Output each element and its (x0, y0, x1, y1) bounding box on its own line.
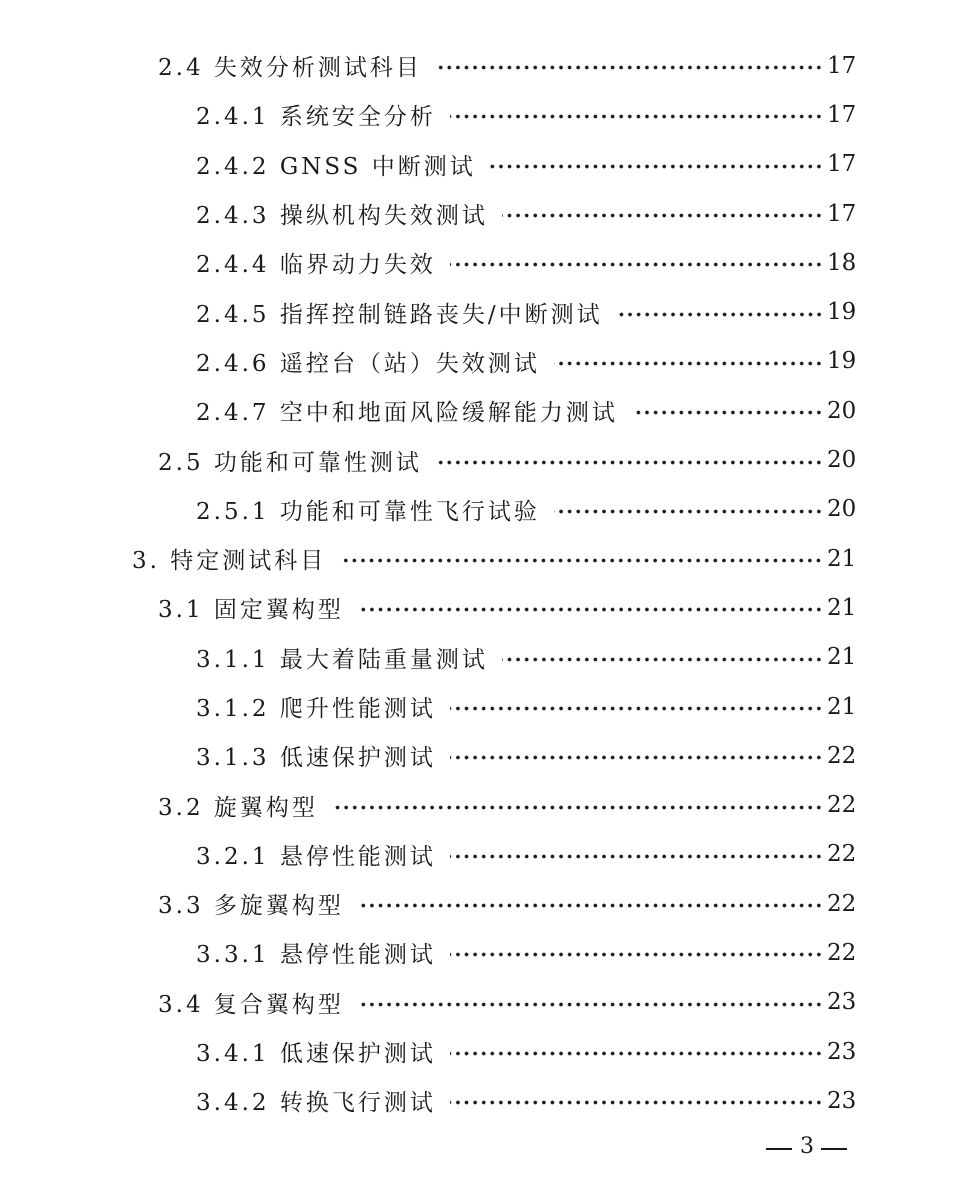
toc-entry[interactable] (0, 189, 974, 238)
toc-entry[interactable] (0, 928, 974, 977)
dot-leader (358, 903, 823, 908)
toc-entry[interactable] (0, 287, 974, 336)
toc-entry-page-number: 21 (827, 693, 857, 720)
toc-entry[interactable] (0, 830, 974, 879)
toc-entry-title: 2.4.5 指挥控制链路丧失/中断测试 (196, 301, 603, 328)
dot-leader (332, 805, 823, 810)
toc-entry-page-number: 18 (827, 249, 857, 276)
toc-entry-page-number: 20 (827, 447, 857, 474)
toc-entry[interactable] (0, 41, 974, 90)
toc-entry-title: 3.4.1 低速保护测试 (196, 1041, 436, 1068)
toc-entry-title: 2.4.3 操纵机构失效测试 (196, 203, 488, 230)
page-number: 3 (800, 1134, 814, 1159)
dot-leader (358, 607, 823, 612)
toc-entry-page-number: 19 (827, 348, 857, 375)
dot-leader (450, 706, 823, 711)
toc-entry[interactable] (0, 583, 974, 632)
toc-entry-title: 3.3.1 悬停性能测试 (196, 942, 436, 969)
toc-entry[interactable] (0, 140, 974, 189)
toc-entry[interactable] (0, 682, 974, 731)
dot-leader (502, 657, 823, 662)
toc-entry-title: 3.2 旋翼构型 (158, 794, 318, 821)
page-footer (0, 1133, 974, 1163)
toc-entry-page-number: 21 (827, 545, 857, 572)
table-of-contents (0, 41, 974, 1126)
toc-entry-page-number: 17 (827, 52, 857, 79)
toc-entry[interactable] (0, 1076, 974, 1125)
toc-entry-title: 2.4 失效分析测试科目 (158, 55, 422, 82)
toc-entry-page-number: 23 (827, 1087, 857, 1114)
toc-entry-page-number: 22 (827, 841, 857, 868)
toc-entry[interactable] (0, 633, 974, 682)
dot-leader (436, 460, 823, 465)
toc-entry-page-number: 20 (827, 496, 857, 523)
dot-leader (450, 114, 823, 119)
toc-entry-title: 3.1.1 最大着陆重量测试 (196, 646, 488, 673)
toc-entry-page-number: 22 (827, 939, 857, 966)
dot-leader (436, 65, 823, 70)
toc-entry-page-number: 23 (827, 1038, 857, 1065)
dot-leader (450, 1051, 823, 1056)
toc-entry-title: 3.3 多旋翼构型 (158, 893, 344, 920)
toc-entry[interactable] (0, 879, 974, 928)
toc-entry[interactable] (0, 386, 974, 435)
dot-leader (554, 509, 823, 514)
dot-leader (450, 755, 823, 760)
dot-leader (450, 952, 823, 957)
toc-entry-title: 2.5 功能和可靠性测试 (158, 449, 422, 476)
toc-entry[interactable] (0, 238, 974, 287)
toc-entry-title: 3.2.1 悬停性能测试 (196, 843, 436, 870)
toc-entry-title: 2.4.4 临界动力失效 (196, 252, 436, 279)
toc-entry-page-number: 21 (827, 644, 857, 671)
toc-entry[interactable] (0, 978, 974, 1027)
toc-entry[interactable] (0, 337, 974, 386)
toc-entry-title: 2.5.1 功能和可靠性飞行试验 (196, 498, 540, 525)
dot-leader (340, 558, 823, 563)
dot-leader (450, 854, 823, 859)
dot-leader (632, 410, 823, 415)
toc-entry[interactable] (0, 485, 974, 534)
toc-entry[interactable] (0, 90, 974, 139)
toc-entry-title: 2.4.2 GNSS 中断测试 (196, 153, 476, 180)
toc-entry-page-number: 21 (827, 594, 857, 621)
dot-leader (450, 1100, 823, 1105)
dot-leader (502, 213, 823, 218)
toc-entry-page-number: 20 (827, 397, 857, 424)
toc-entry-title: 3.1.2 爬升性能测试 (196, 696, 436, 722)
footer-dash-right (821, 1148, 847, 1150)
dot-leader (358, 1002, 823, 1007)
toc-entry-page-number: 22 (827, 792, 857, 819)
toc-entry-title: 2.4.6 遥控台（站）失效测试 (196, 350, 540, 377)
toc-entry-page-number: 19 (827, 299, 857, 326)
toc-entry[interactable] (0, 731, 974, 780)
toc-entry[interactable] (0, 435, 974, 484)
toc-entry-page-number: 22 (827, 742, 857, 769)
toc-entry-page-number: 17 (827, 200, 857, 227)
toc-entry-title: 3.1 固定翼构型 (158, 597, 344, 624)
toc-entry[interactable] (0, 534, 974, 583)
toc-entry[interactable] (0, 780, 974, 829)
toc-entry-title: 3.1.3 低速保护测试 (196, 745, 436, 772)
dot-leader (490, 164, 823, 169)
dot-leader (617, 312, 823, 317)
toc-entry-page-number: 17 (827, 101, 857, 128)
toc-entry-title: 3. 特定测试科目 (132, 548, 327, 575)
toc-entry-title: 2.4.1 系统安全分析 (196, 104, 436, 131)
toc-entry-title: 2.4.7 空中和地面风险缓解能力测试 (196, 400, 618, 427)
toc-entry-title: 3.4.2 转换飞行测试 (196, 1090, 436, 1117)
dot-leader (554, 361, 823, 366)
toc-entry-page-number: 23 (827, 989, 857, 1016)
dot-leader (450, 262, 823, 267)
toc-entry-page-number: 22 (827, 890, 857, 917)
toc-entry[interactable] (0, 1027, 974, 1076)
footer-dash-left (766, 1148, 792, 1150)
toc-entry-page-number: 17 (827, 151, 857, 178)
toc-entry-title: 3.4 复合翼构型 (158, 991, 344, 1018)
